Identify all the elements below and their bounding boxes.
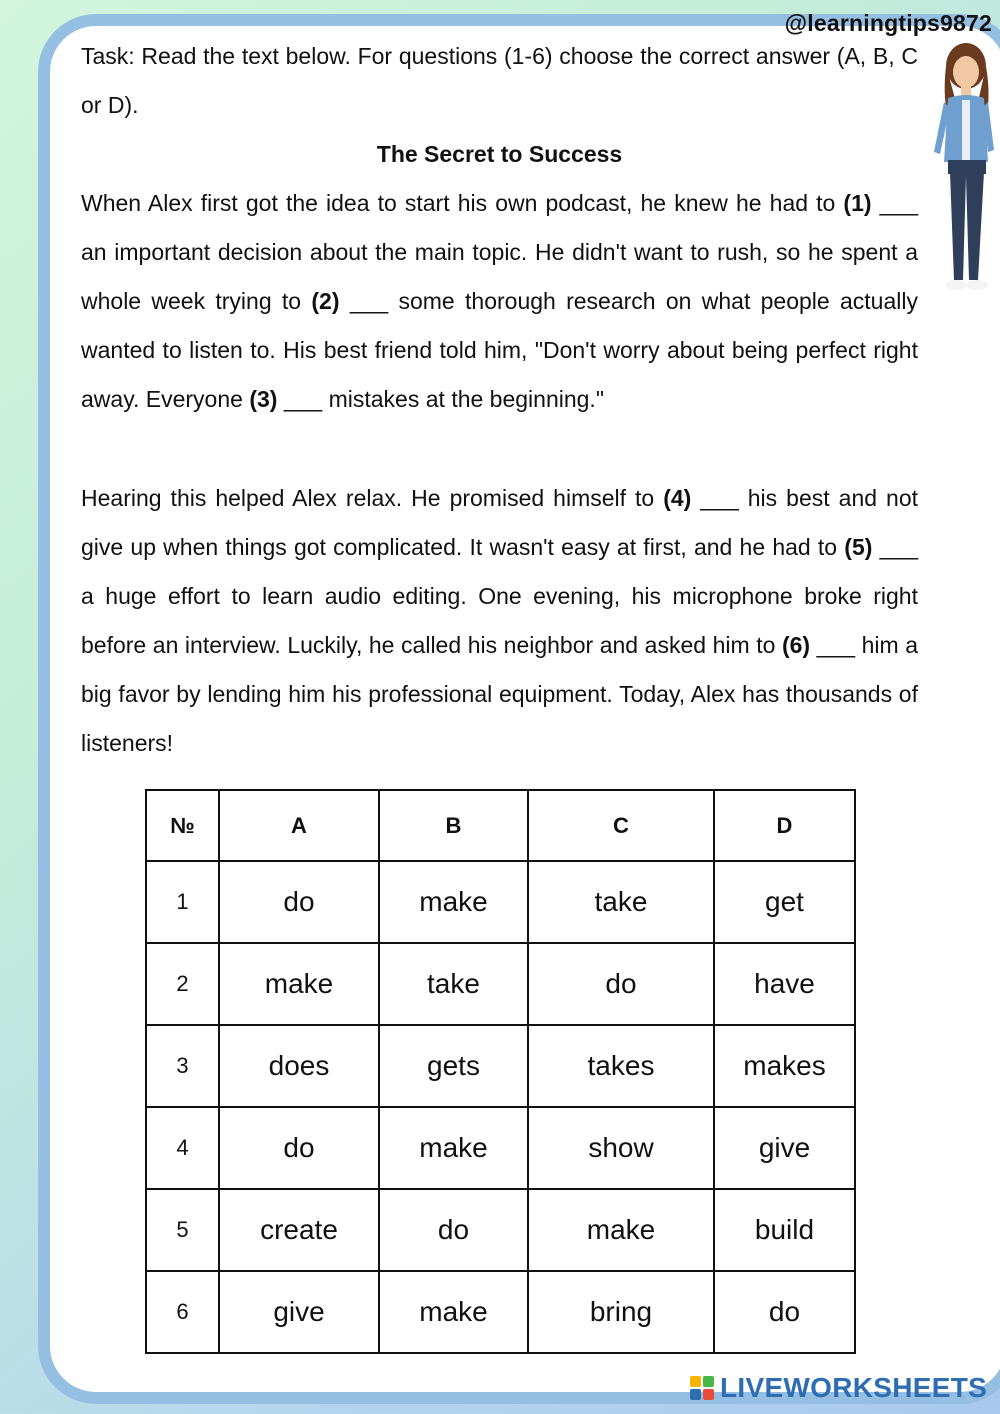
- option-a[interactable]: give: [219, 1271, 379, 1353]
- channel-watermark: @learningtips9872: [784, 10, 992, 36]
- gap-6-label: (6): [781, 632, 811, 658]
- question-number: 4: [146, 1107, 219, 1189]
- gap-2-label: (2): [311, 288, 340, 314]
- paragraph-2: [81, 474, 918, 768]
- paragraph-text: ___ his best and not give up when things got complicated. It wasn't easy at first, and he had to: [81, 485, 919, 560]
- table-header-row: [146, 790, 855, 861]
- header-option-c: C: [528, 790, 714, 861]
- option-a[interactable]: do: [219, 861, 379, 943]
- option-b[interactable]: make: [379, 1107, 528, 1189]
- header-option-b: B: [379, 790, 528, 861]
- paragraph-text: ___ an important decision about the main topic. He didn't want to rush, so he spent a whole week trying to: [81, 190, 918, 314]
- text-title: The Secret to Success: [376, 141, 623, 167]
- header-number: №: [146, 790, 219, 861]
- header-option-d: D: [714, 790, 855, 861]
- table-row: [146, 943, 855, 1025]
- option-b[interactable]: make: [379, 861, 528, 943]
- question-number: 2: [146, 943, 219, 1025]
- option-a[interactable]: make: [219, 943, 379, 1025]
- paragraph-text: When Alex first got the idea to start his own podcast, he knew he had to: [81, 190, 836, 216]
- option-d[interactable]: get: [714, 861, 855, 943]
- gap-4-label: (4): [663, 485, 692, 511]
- option-b[interactable]: gets: [379, 1025, 528, 1107]
- option-c[interactable]: bring: [528, 1271, 714, 1353]
- option-a[interactable]: create: [219, 1189, 379, 1271]
- table-row: [146, 1107, 855, 1189]
- table-row: [146, 1271, 855, 1353]
- gap-3-label: (3): [249, 386, 278, 412]
- table-row: [146, 1189, 855, 1271]
- question-number: 6: [146, 1271, 219, 1353]
- option-b[interactable]: do: [379, 1189, 528, 1271]
- option-b[interactable]: make: [379, 1271, 528, 1353]
- option-c[interactable]: show: [528, 1107, 714, 1189]
- option-a[interactable]: do: [219, 1107, 379, 1189]
- paragraph-1: [81, 179, 918, 424]
- paragraph-text: ___ a huge effort to learn audio editing. One evening, his microphone broke right before an interview. Luckily, he called his neighbor and asked him to: [81, 534, 919, 658]
- option-c[interactable]: take: [528, 861, 714, 943]
- task-instruction: Task: Read the text below. For questions (1-6) choose the correct answer (A, B, C or D).: [81, 43, 918, 118]
- paragraph-text: ___ mistakes at the beginning.": [283, 386, 604, 412]
- question-number: 3: [146, 1025, 219, 1107]
- option-c[interactable]: do: [528, 943, 714, 1025]
- paragraph-text: ___ him a big favor by lending him his professional equipment. Today, Alex has thousands of listeners!: [81, 632, 919, 756]
- option-a[interactable]: does: [219, 1025, 379, 1107]
- option-d[interactable]: do: [714, 1271, 855, 1353]
- gap-1-label: (1): [843, 190, 872, 216]
- option-c[interactable]: takes: [528, 1025, 714, 1107]
- option-b[interactable]: take: [379, 943, 528, 1025]
- option-d[interactable]: give: [714, 1107, 855, 1189]
- header-option-a: A: [219, 790, 379, 861]
- table-row: [146, 861, 855, 943]
- question-number: 5: [146, 1189, 219, 1271]
- answer-options-table: [145, 789, 856, 1354]
- teacher-avatar-icon: [922, 42, 1000, 292]
- option-d[interactable]: build: [714, 1189, 855, 1271]
- option-c[interactable]: make: [528, 1189, 714, 1271]
- liveworksheets-wordmark: LIVEWORKSHEETS: [720, 1372, 988, 1403]
- option-d[interactable]: makes: [714, 1025, 855, 1107]
- liveworksheets-logo: [690, 1371, 987, 1405]
- option-d[interactable]: have: [714, 943, 855, 1025]
- paragraph-text: ___ some thorough research on what people actually wanted to listen to. His best friend told him, "Don't worry about being perfect right away. Everyone: [81, 288, 918, 412]
- paragraph-text: Hearing this helped Alex relax. He promised himself to: [81, 485, 655, 511]
- gap-5-label: (5): [844, 534, 873, 560]
- question-number: 1: [146, 861, 219, 943]
- liveworksheets-mark-icon: [690, 1376, 714, 1400]
- table-row: [146, 1025, 855, 1107]
